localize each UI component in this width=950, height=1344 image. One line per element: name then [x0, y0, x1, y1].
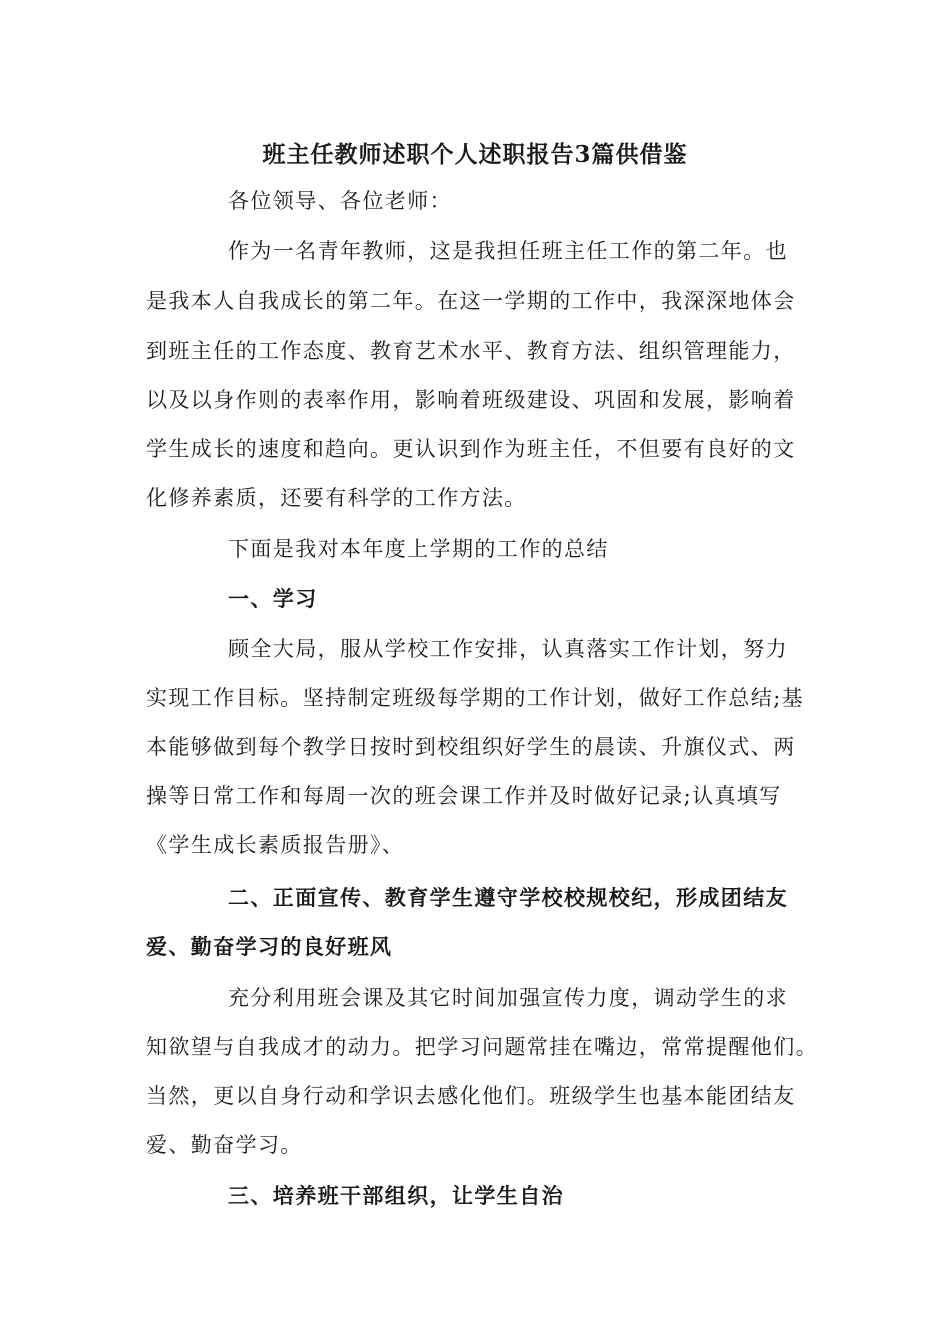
intro-line: 是我本人自我成长的第二年。在这一学期的工作中，我深深地体会 [146, 289, 796, 313]
section-2-line: 当然，更以自身行动和学识去感化他们。班级学生也基本能团结友 [146, 1084, 796, 1108]
section-1-line: 操等日常工作和每周一次的班会课工作并及时做好记录;认真填写 [146, 784, 782, 808]
section-1-line: 实现工作目标。坚持制定班级每学期的工作计划，做好工作总结;基 [146, 686, 805, 710]
section-2-line: 爱、勤奋学习。 [146, 1133, 303, 1157]
section-1-line: 本能够做到每个教学日按时到校组织好学生的晨读、升旗仪式、两 [146, 735, 796, 759]
section-2-heading: 二、正面宣传、教育学生遵守学校校规校纪，形成团结友 [228, 885, 788, 910]
intro-line: 学生成长的速度和趋向。更认识到作为班主任，不但要有良好的文 [146, 437, 796, 461]
section-2-line: 知欲望与自我成才的动力。把学习问题常挂在嘴边，常常提醒他们。 [146, 1035, 818, 1059]
intro-line: 到班主任的工作态度、教育艺术水平、教育方法、组织管理能力， [146, 339, 796, 363]
intro-line: 作为一名青年教师，这是我担任班主任工作的第二年。也 [228, 239, 788, 263]
greeting: 各位领导、各位老师： [228, 189, 452, 213]
section-2-heading: 爱、勤奋学习的良好班风 [146, 934, 393, 959]
document-title: 班主任教师述职个人述职报告3篇供借鉴 [262, 141, 688, 168]
section-1-line: 顾全大局，服从学校工作安排，认真落实工作计划，努力 [228, 637, 788, 661]
section-3-heading: 三、培养班干部组织，让学生自治 [228, 1183, 564, 1208]
section-1-line: 《学生成长素质报告册》、 [146, 833, 405, 857]
section-1-heading: 一、学习 [228, 586, 318, 611]
intro-line: 化修养素质，还要有科学的工作方法。 [146, 486, 527, 510]
section-2-line: 充分利用班会课及其它时间加强宣传力度，调动学生的求 [228, 986, 788, 1010]
summary-lead: 下面是我对本年度上学期的工作的总结 [228, 537, 609, 561]
intro-line: 以及以身作则的表率作用，影响着班级建设、巩固和发展，影响着 [146, 388, 796, 412]
